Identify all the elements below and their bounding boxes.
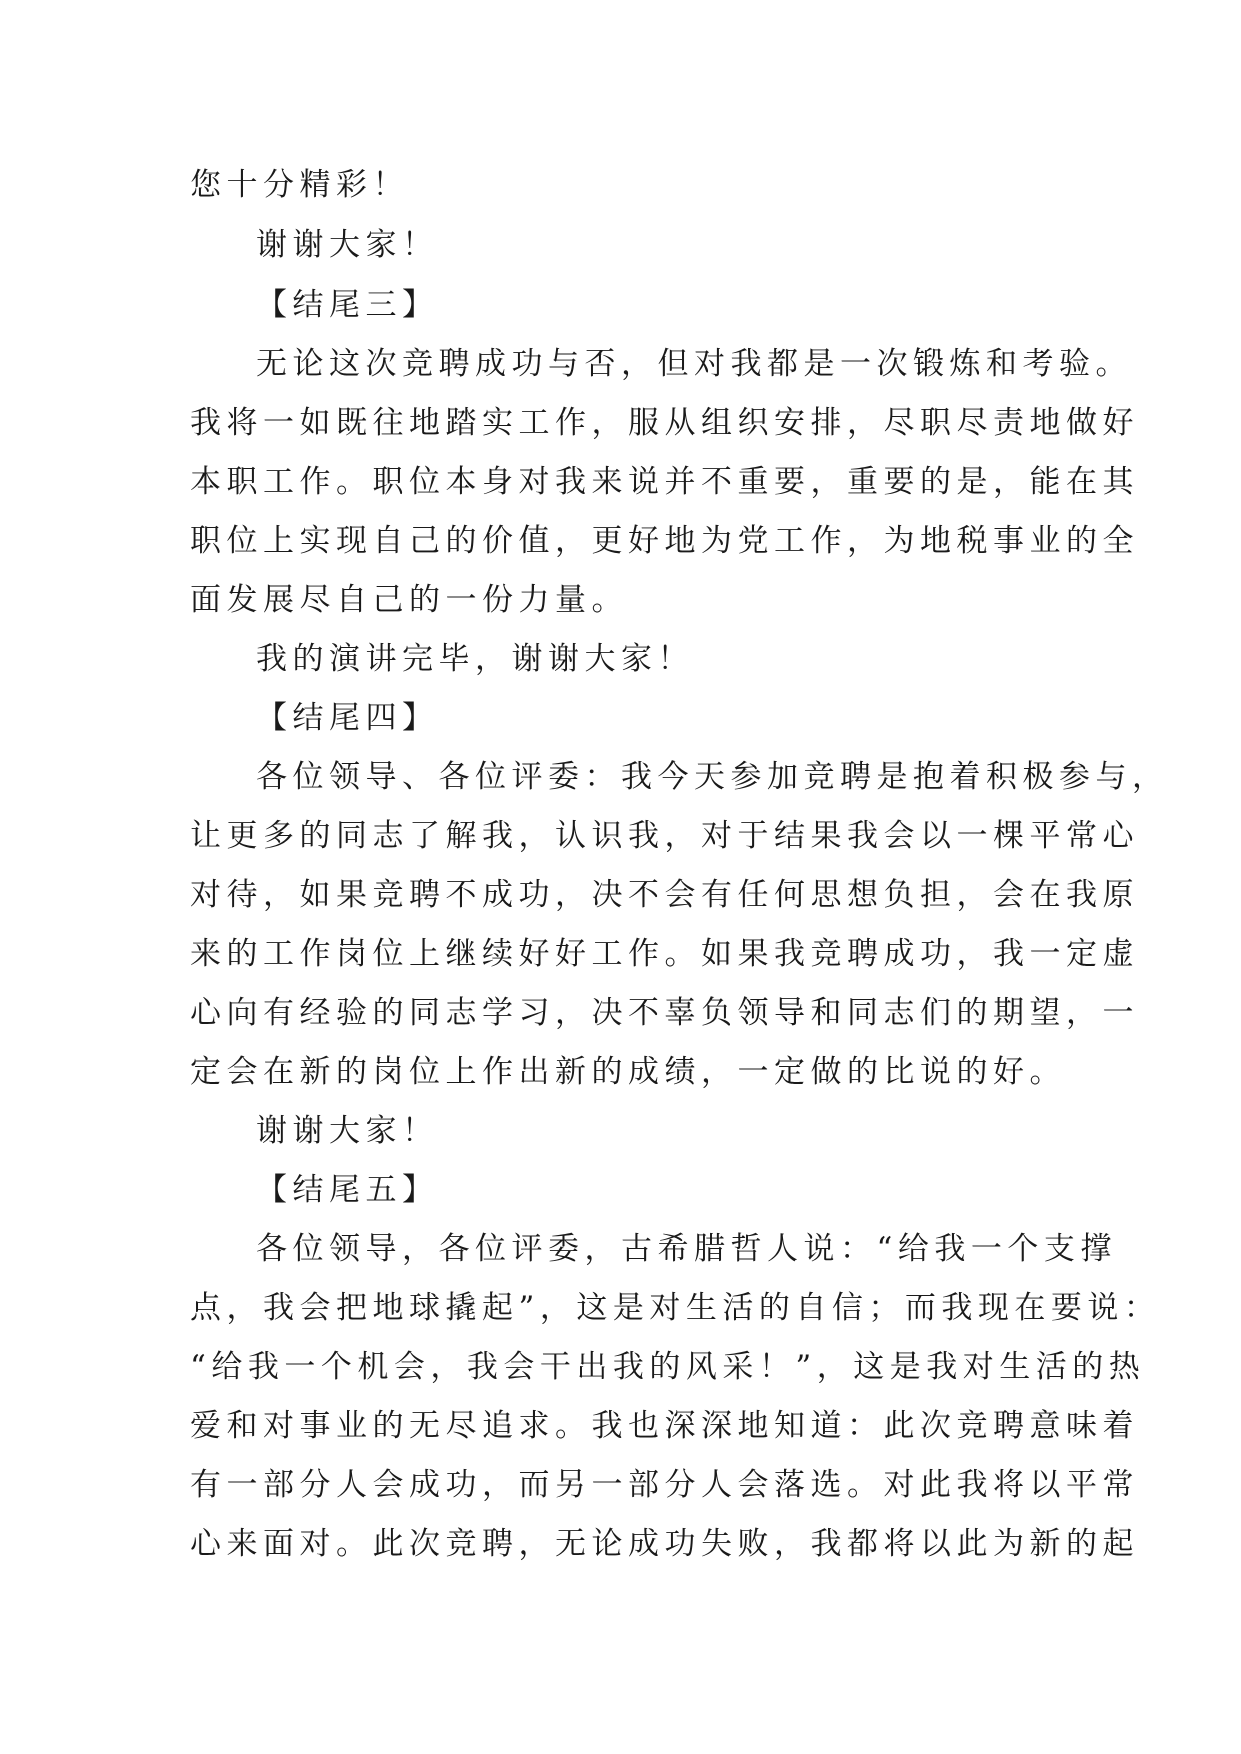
text-line: 定会在新的岗位上作出新的成绩，一定做的比说的好。: [190, 1054, 1066, 1090]
text-line: 心来面对。此次竞聘，无论成功失败，我都将以此为新的起: [190, 1526, 1139, 1562]
text-line: 职位上实现自己的价值，更好地为党工作，为地税事业的全: [190, 523, 1139, 559]
text-line: 让更多的同志了解我，认识我，对于结果我会以一棵平常心: [190, 818, 1139, 854]
text-line: 无论这次竞聘成功与否，但对我都是一次锻炼和考验。: [256, 346, 1132, 382]
text-line: 心向有经验的同志学习，决不辜负领导和同志们的期望，一: [190, 995, 1139, 1031]
text-line: 爱和对事业的无尽追求。我也深深地知道：此次竞聘意味着: [190, 1408, 1139, 1444]
text-line: 面发展尽自己的一份力量。: [190, 582, 628, 618]
text-line: 我的演讲完毕，谢谢大家！: [256, 641, 694, 677]
text-line: 各位领导、各位评委：我今天参加竞聘是抱着积极参与，: [256, 759, 1169, 795]
text-line: 我将一如既往地踏实工作，服从组织安排，尽职尽责地做好: [190, 405, 1139, 441]
text-line: 来的工作岗位上继续好好工作。如果我竞聘成功，我一定虚: [190, 936, 1139, 972]
text-line: 谢谢大家！: [256, 227, 439, 263]
text-line: 本职工作。职位本身对我来说并不重要，重要的是，能在其: [190, 464, 1139, 500]
text-line: 有一部分人会成功，而另一部分人会落选。对此我将以平常: [190, 1467, 1139, 1503]
section-heading: 【结尾三】: [256, 287, 439, 323]
section-heading: 【结尾四】: [256, 700, 439, 736]
text-line: 各位领导，各位评委，古希腊哲人说：“给我一个支撑: [256, 1231, 1117, 1267]
text-line: 谢谢大家！: [256, 1113, 439, 1149]
text-line: 对待，如果竞聘不成功，决不会有任何思想负担，会在我原: [190, 877, 1139, 913]
section-heading: 【结尾五】: [256, 1172, 439, 1208]
text-line: 点，我会把地球撬起”，这是对生活的自信；而我现在要说：: [190, 1290, 1161, 1326]
text-line: “给我一个机会，我会干出我的风采！”，这是我对生活的热: [190, 1349, 1146, 1385]
text-line: 您十分精彩！: [190, 167, 409, 203]
